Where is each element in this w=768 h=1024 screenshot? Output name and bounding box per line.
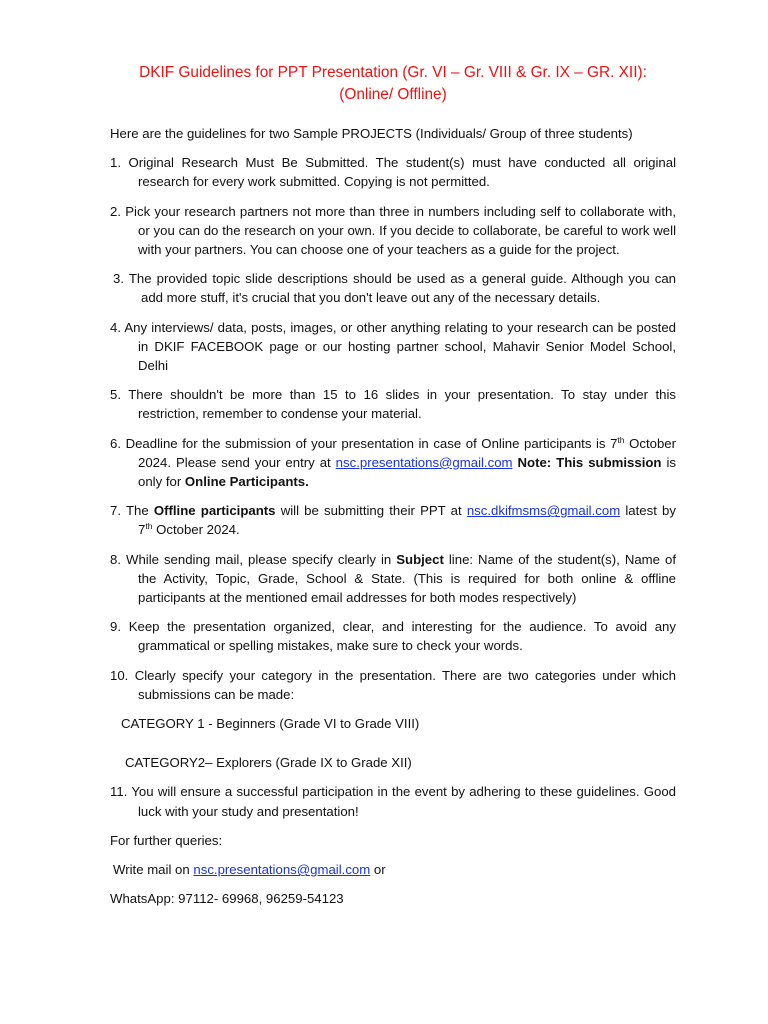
item-text: There shouldn't be more than 15 to 16 slides in your presentation. To stay under this restriction, remember to condense your material. <box>128 387 676 422</box>
item-text: is only for <box>138 454 676 490</box>
online-submission-email-link[interactable]: nsc.presentations@gmail.com <box>335 454 513 470</box>
subject-label: Subject <box>396 551 444 567</box>
offline-submission-email-link[interactable]: nsc.dkifmsms@gmail.com <box>466 503 621 519</box>
item-text: Clearly specify your category in the presentation. There are two categories under which submissions can be made: <box>134 667 676 702</box>
item-text: You will ensure a successful participation in the event by adhering to these guidelines. Good luck with your study and presentation! <box>131 784 676 819</box>
item-number: 7. <box>110 503 121 519</box>
item-number: 2. <box>110 203 121 219</box>
title-line-2: (Online/ Offline) <box>339 86 447 103</box>
item-number: 11. <box>110 784 128 800</box>
title-line-1: DKIF Guidelines for PPT Presentation (Gr. VI – Gr. VIII & Gr. IX – GR. XII): <box>139 64 647 81</box>
item-number: 4. <box>110 319 121 335</box>
category-2: CATEGORY2– Explorers (Grade IX to Grade XII) <box>125 755 412 771</box>
online-participants-label: Online Participants. <box>184 474 309 490</box>
item-number: 8. <box>110 551 121 567</box>
guideline-item-8 <box>110 550 676 608</box>
item-number: 10. <box>110 667 129 683</box>
item-text: Original Research Must Be Submitted. The student(s) must have conducted all original research for every work submitted. Copying is not permitted. <box>128 155 676 190</box>
write-mail-prefix: Write mail on <box>113 862 190 878</box>
item-text: will be submitting their PPT at <box>280 503 462 519</box>
guideline-item-7 <box>110 501 676 539</box>
item-text: Any interviews/ data, posts, images, or other anything relating to your research can be posted in DKIF FACEBOOK page or our hosting partner school, Mahavir Senior Model School, Delhi <box>124 319 676 374</box>
item-text: latest by 7 <box>138 503 676 538</box>
guideline-item-1 <box>110 153 676 191</box>
intro-paragraph: Here are the guidelines for two Sample PROJECTS (Individuals/ Group of three students) <box>110 126 633 141</box>
item-number: 9. <box>110 619 121 635</box>
item-text: Deadline for the submission of your presentation in case of Online participants is 7 <box>125 435 618 451</box>
item-text: Keep the presentation organized, clear, and interesting for the audience. To avoid any grammatical or spelling mistakes, make sure to check your words. <box>128 619 676 654</box>
item-text: October 2024. <box>156 522 240 538</box>
item-number: 3. <box>113 271 124 287</box>
ordinal-suffix: th <box>145 521 153 532</box>
write-mail-suffix: or <box>373 862 386 878</box>
item-number: 5. <box>110 387 121 403</box>
note-label: Note: This submission <box>517 454 662 470</box>
document-title <box>110 62 676 106</box>
item-text: While sending mail, please specify clearly in <box>126 551 392 567</box>
guideline-item-4 <box>110 318 676 376</box>
further-queries-label: For further queries: <box>110 832 223 848</box>
queries-email-link[interactable]: nsc.presentations@gmail.com <box>193 862 371 878</box>
guideline-item-6 <box>110 434 676 492</box>
whatsapp-contact: WhatsApp: 97112- 69968, 96259-54123 <box>110 891 344 907</box>
document-page <box>110 62 676 919</box>
guideline-item-11 <box>110 782 676 820</box>
write-mail-line <box>113 860 676 879</box>
ordinal-suffix: th <box>617 434 625 445</box>
item-text: Pick your research partners not more than three in numbers including self to collaborate with, or you can do the research on your own. If you decide to collaborate, be careful to work well with your partners. You can choose one of your teachers as a guide for the project. <box>125 203 676 258</box>
guideline-item-10 <box>110 666 676 704</box>
guideline-item-5 <box>110 385 676 423</box>
category-1: CATEGORY 1 - Beginners (Grade VI to Grade VIII) <box>121 716 420 732</box>
guideline-item-3 <box>113 269 676 307</box>
offline-participants-label: Offline participants <box>153 503 276 519</box>
item-text: line: Name of the student(s), Name of the Activity, Topic, Grade, School & State. (This is required for both online & offline participants at the mentioned email addresses for both modes respectively) <box>138 551 676 606</box>
item-text: The provided topic slide descriptions should be used as a general guide. Although you can add more stuff, it's crucial that you don't leave out any of the necessary details. <box>128 271 676 306</box>
item-number: 6. <box>110 435 121 451</box>
guideline-item-9 <box>110 617 676 655</box>
item-text: October 2024. Please send your entry at <box>138 435 677 470</box>
item-number: 1. <box>110 155 121 171</box>
guideline-item-2 <box>110 202 676 260</box>
item-text: The <box>125 503 149 519</box>
